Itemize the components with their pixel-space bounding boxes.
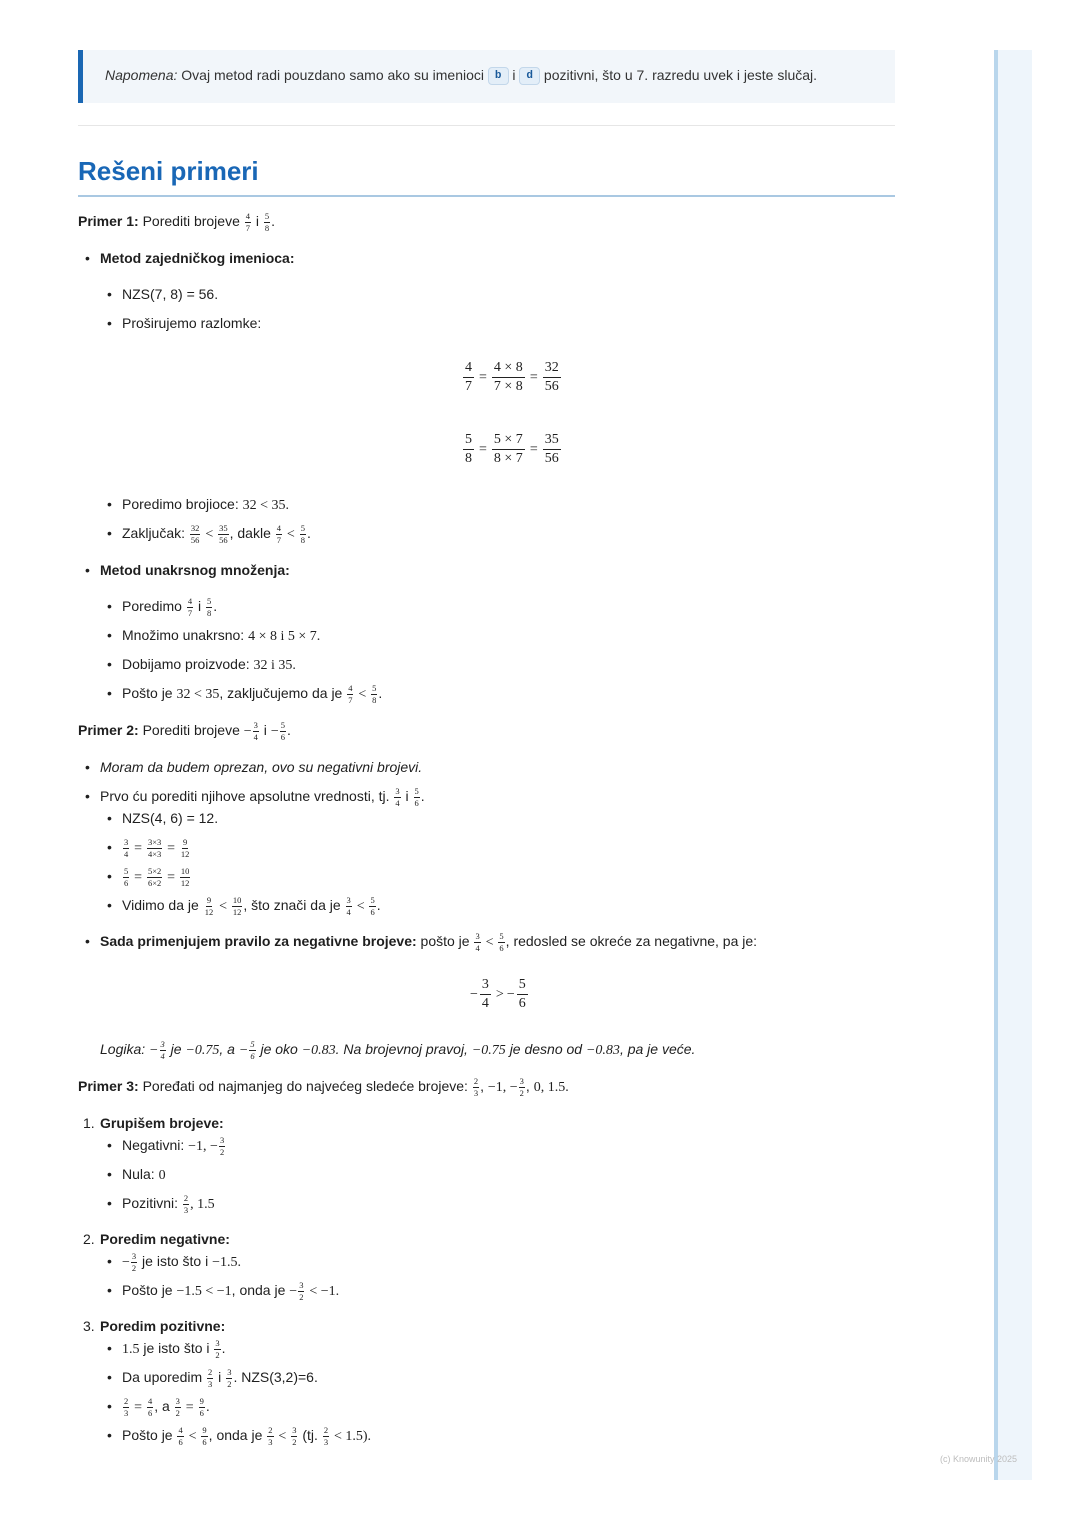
primer2-caution: • Moram da budem oprezan, ovo su negativni brojevi. bbox=[100, 757, 422, 777]
primer1-method-b-title: • Metod unakrsnog množenja: bbox=[100, 560, 290, 580]
primer1-b-step4: • Pošto je 32 < 35, zaključujemo da je $\frac{4}{7}$ < $\frac{5}{8}$ . bbox=[122, 683, 382, 705]
section-title: Rešeni primeri bbox=[78, 156, 259, 186]
primer1-conclusion: • Zaključak: $\frac{32}{56}$ < $\frac{35}{56}$ , dakle $\frac{4}{7}$ < $\frac{5}{8}$ . bbox=[122, 523, 311, 545]
equation-expand-4-7: $\frac{4}{7}$ = $\frac{4 \times 8}{7 \times 8}$ = $\frac{32}{56}$ bbox=[465, 360, 559, 395]
primer2-expand-5-6: • $\frac{5}{6}$ = $\frac{5\times 2}{6\times 2}$ = $\frac{10}{12}$ bbox=[122, 866, 191, 888]
primer1-expand: • Proširujemo razlomke: bbox=[122, 313, 261, 333]
section-title-underline bbox=[78, 195, 895, 197]
primer3-pos-d: • Pošto je $\frac{4}{6}$ < $\frac{9}{6}$ , onda je $\frac{2}{3}$ < $\frac{3}{2}$ (tj. $\frac{2}{3}$ < 1.5). bbox=[122, 1425, 371, 1447]
code-d: d bbox=[519, 67, 540, 85]
primer3-pos-c: • $\frac{2}{3}$ = $\frac{4}{6}$ , a $\frac{3}{2}$ = $\frac{9}{6}$ . bbox=[122, 1396, 210, 1418]
primer2-heading: Primer 2: Porediti brojeve − $\frac{3}{4}$ i − $\frac{5}{6}$ . bbox=[78, 720, 291, 742]
primer2-abs: • Prvo ću porediti njihove apsolutne vrednosti, tj. $\frac{3}{4}$ i $\frac{5}{6}$ . bbox=[100, 786, 425, 807]
primer3-neg-b: • Pošto je −1.5 < −1, onda je − $\frac{3}{2}$ < −1. bbox=[122, 1280, 339, 1302]
primer3-step1-title: 1. Grupišem brojeve: bbox=[83, 1115, 224, 1131]
primer1-nzs: • NZS(7, 8) = 56. bbox=[122, 284, 218, 304]
primer1-b-step1: • Poredimo $\frac{4}{7}$ i $\frac{5}{8}$ . bbox=[122, 596, 217, 617]
primer3-pos-b: • Da uporedim $\frac{2}{3}$ i $\frac{3}{2}$ . NZS(3,2)=6. bbox=[122, 1367, 318, 1388]
equation-negative-compare: − $\frac{3}{4}$ > − $\frac{5}{6}$ bbox=[470, 977, 526, 1012]
primer1-compare: • Poredimo brojioce: 32 < 35. bbox=[122, 494, 289, 516]
primer3-heading: Primer 3: Poređati od najmanjeg do najvećeg sledeće brojeve: $\frac{2}{3}$ , −1, − $\frac{3}{2}$ , 0, 1.5. bbox=[78, 1076, 569, 1098]
primer2-expand-3-4: • $\frac{3}{4}$ = $\frac{3\times 3}{4\times 3}$ = $\frac{9}{12}$ bbox=[122, 837, 191, 859]
note-callout bbox=[78, 50, 895, 103]
primer3-pos-a: • 1.5 je isto što i $\frac{3}{2}$ . bbox=[122, 1338, 226, 1360]
primer3-nula: • Nula: 0 bbox=[122, 1164, 166, 1186]
primer1-b-step2: • Množimo unakrsno: 4 × 8 i 5 × 7. bbox=[122, 625, 320, 647]
section-divider bbox=[78, 125, 895, 126]
primer2-vidimo: • Vidimo da je $\frac{9}{12}$ < $\frac{10}{12}$ , što znači da je $\frac{3}{4}$ < $\frac{5}{6}$ . bbox=[122, 895, 381, 917]
primer3-step3-title: 3. Poredim pozitivne: bbox=[83, 1318, 226, 1334]
primer1-method-a-title: • Metod zajedničkog imenioca: bbox=[100, 248, 294, 268]
note-text: Napomena: Ovaj metod radi pouzdano samo ako su imenioci b i d pozitivni, što u 7. razredu uvek i jeste slučaj. bbox=[105, 67, 817, 85]
primer3-negativni: • Negativni: −1, − $\frac{3}{2}$ bbox=[122, 1135, 226, 1157]
primer2-logika: Logika: − $\frac{3}{4}$ je −0.75, a − $\frac{5}{6}$ je oko −0.83. Na brojevnoj pravoj, −0.75 je desno od −0.83, pa je veće. bbox=[100, 1039, 696, 1061]
primer3-step2-title: 2. Poredim negativne: bbox=[83, 1231, 230, 1247]
primer3-neg-a: • − $\frac{3}{2}$ je isto što i −1.5. bbox=[122, 1251, 241, 1273]
primer1-heading: Primer 1: Porediti brojeve $\frac{4}{7}$ i $\frac{5}{8}$ . bbox=[78, 211, 276, 233]
footer-copyright: (c) Knowunity 2025 bbox=[940, 1454, 1018, 1464]
primer1-b-step3: • Dobijamo proizvode: 32 i 35. bbox=[122, 654, 296, 676]
primer2-nzs: • NZS(4, 6) = 12. bbox=[122, 808, 218, 828]
side-rule bbox=[994, 50, 998, 1480]
equation-expand-5-8: $\frac{5}{8}$ = $\frac{5 \times 7}{8 \times 7}$ = $\frac{35}{56}$ bbox=[465, 432, 559, 467]
primer2-rule: • Sada primenjujem pravilo za negativne brojeve: pošto je $\frac{3}{4}$ < $\frac{5}{6}$ , redosled se okreće za negativne, pa je: bbox=[100, 931, 757, 953]
note-label: Napomena: bbox=[105, 67, 178, 83]
code-b: b bbox=[488, 67, 509, 85]
primer3-pozitivni: • Pozitivni: $\frac{2}{3}$ , 1.5 bbox=[122, 1193, 215, 1215]
side-band bbox=[994, 50, 1032, 1480]
